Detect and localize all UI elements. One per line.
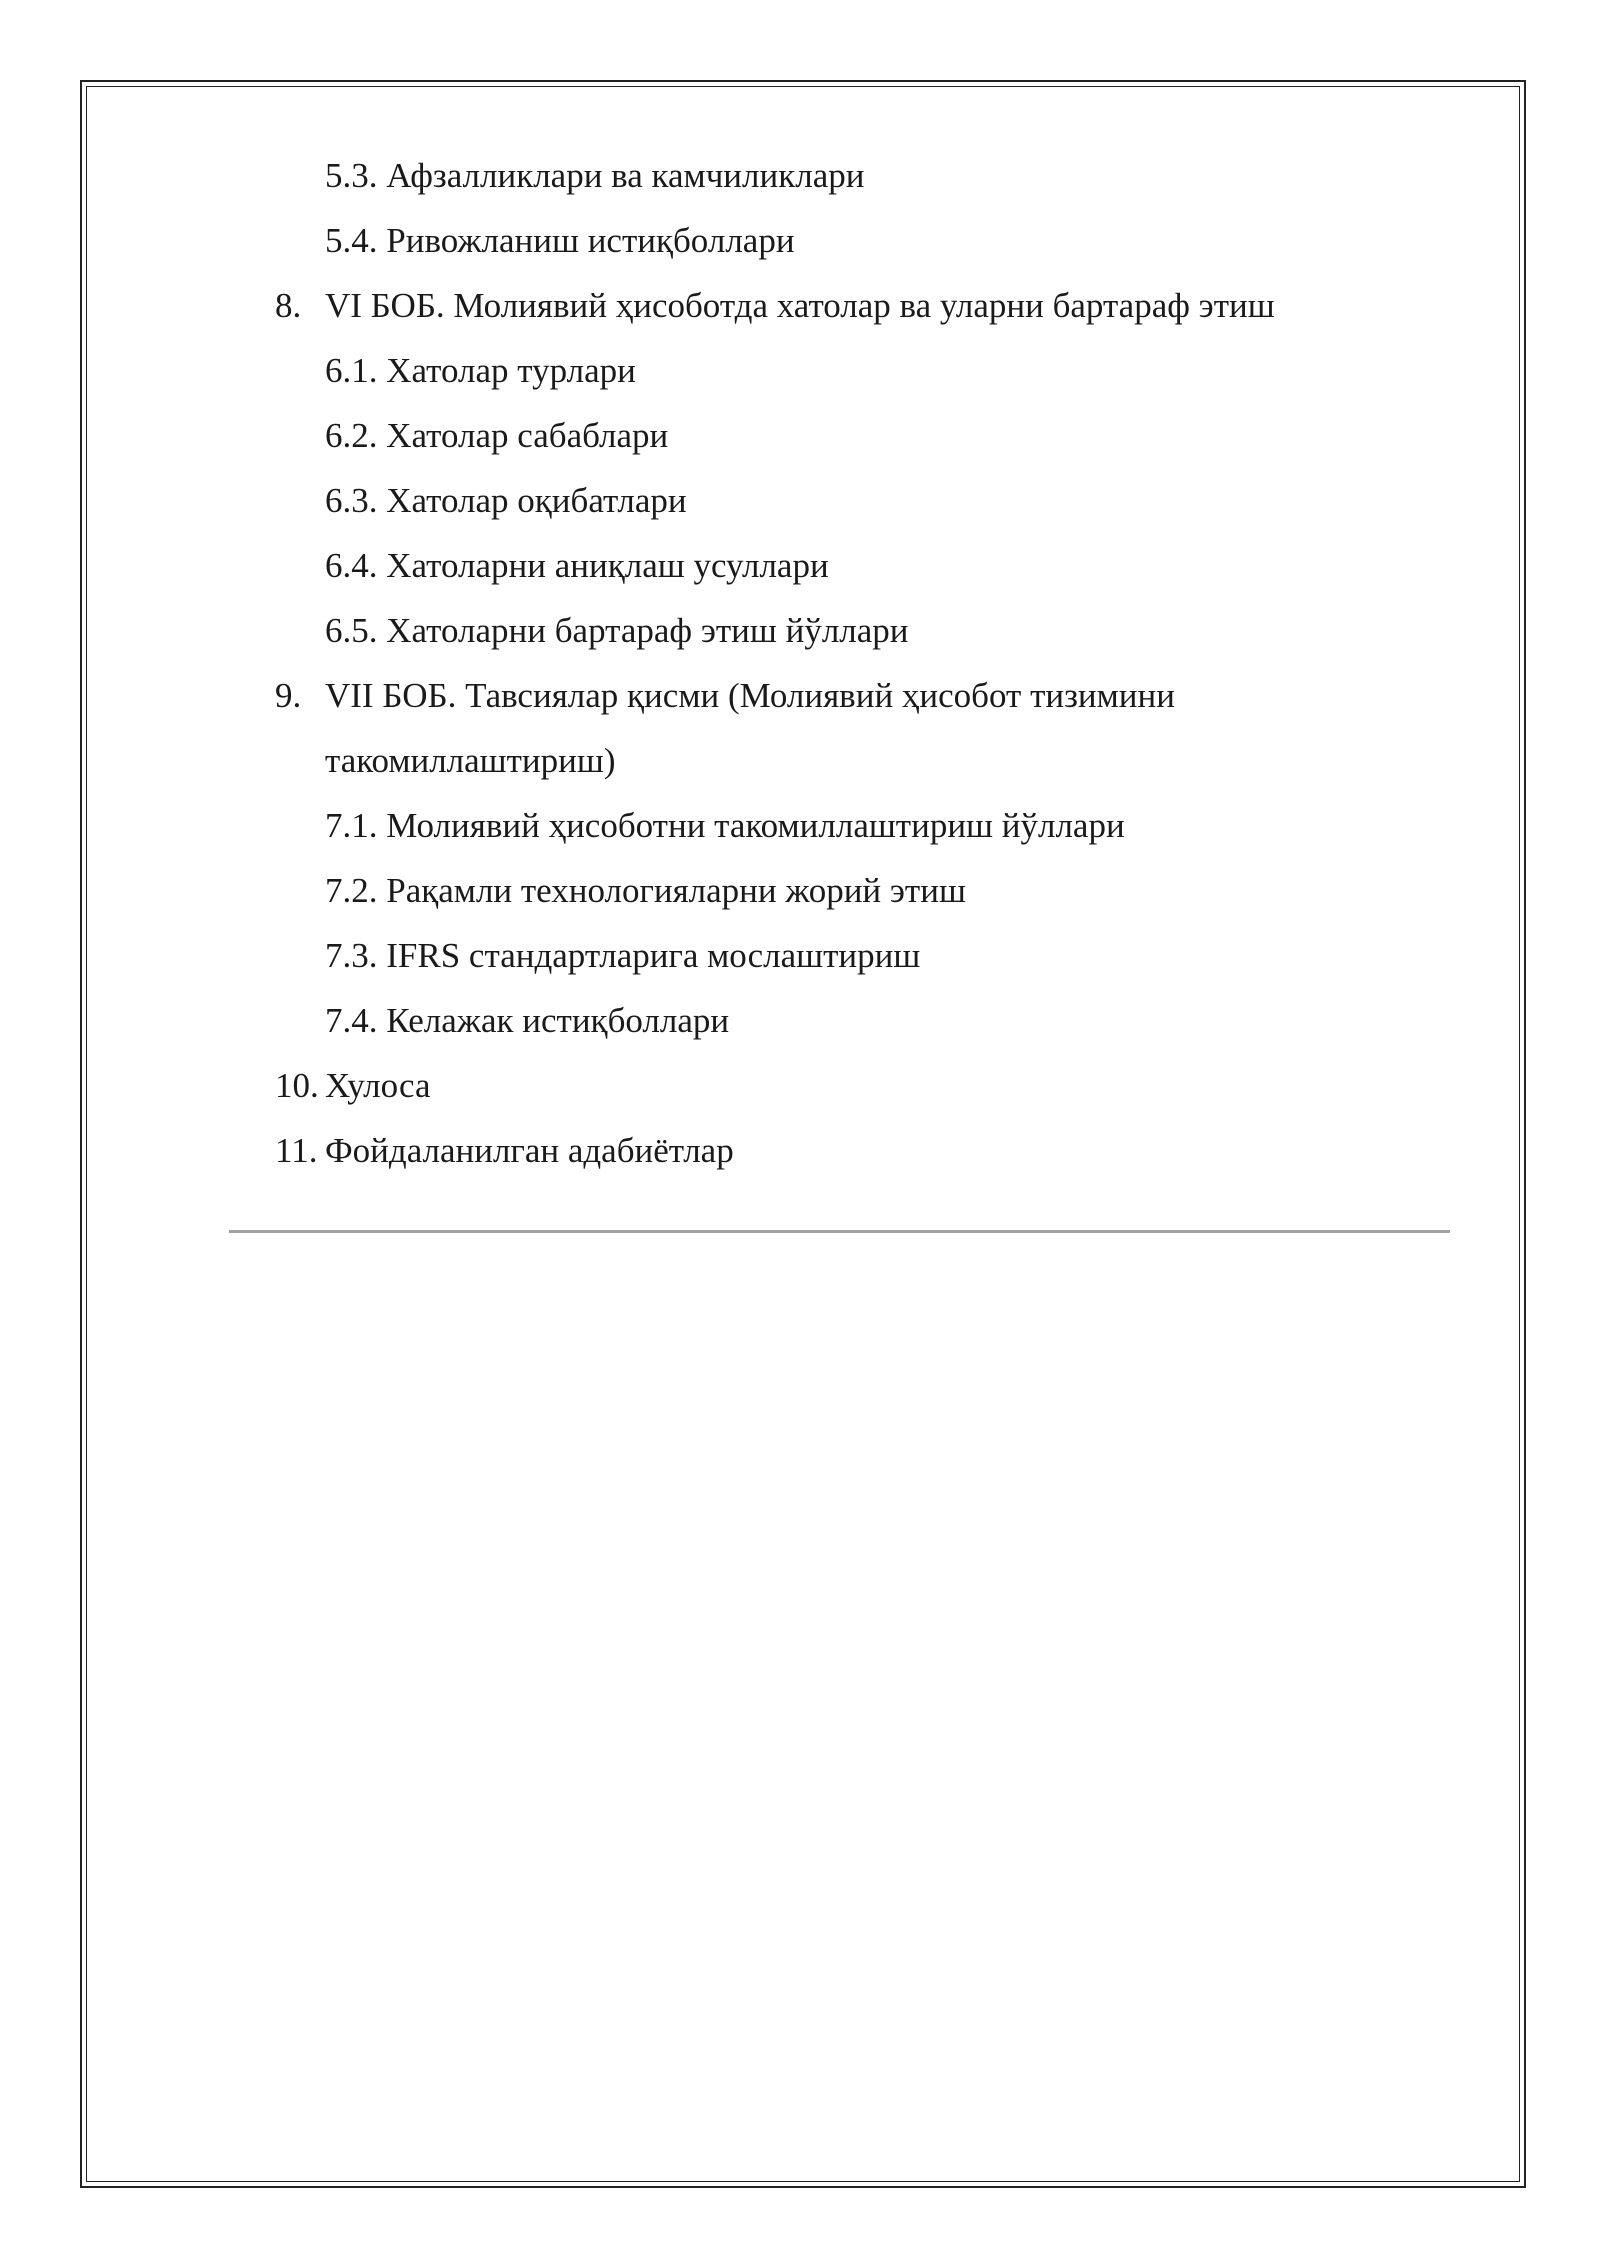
toc-item-11-title: Фойдаланилган адабиётлар: [325, 1131, 734, 1170]
toc-subitem-7-3: 7.3. IFRS стандартларига мослаштириш: [325, 936, 921, 975]
horizontal-divider: [229, 1230, 1450, 1233]
toc-item-11-number: 11.: [275, 1131, 318, 1170]
toc-subitem-5-4: 5.4. Ривожланиш истиқболлари: [325, 221, 795, 260]
toc-subitem-6-4: 6.4. Хатоларни аниқлаш усуллари: [325, 546, 829, 585]
toc-item-9-number: 9.: [275, 676, 302, 715]
toc-subitem-7-4: 7.4. Келажак истиқболлари: [325, 1001, 730, 1040]
toc-item-8-number: 8.: [275, 286, 302, 325]
toc-item-9-title-line1: VII БОБ. Тавсиялар қисми (Молиявий ҳисобот тизимини: [325, 676, 1175, 715]
toc-subitem-7-2: 7.2. Рақамли технологияларни жорий этиш: [325, 871, 966, 910]
toc-subitem-6-1: 6.1. Хатолар турлари: [325, 351, 636, 390]
toc-subitem-6-2: 6.2. Хатолар сабаблари: [325, 416, 669, 455]
toc-item-9-title-line2: такомиллаштириш): [325, 741, 616, 780]
toc-subitem-6-5: 6.5. Хатоларни бартараф этиш йўллари: [325, 611, 909, 650]
toc-subitem-6-3: 6.3. Хатолар оқибатлари: [325, 481, 687, 520]
toc-item-10-title: Хулоса: [325, 1066, 431, 1105]
toc-item-8-title: VI БОБ. Молиявий ҳисоботда хатолар ва уларни бартараф этиш: [325, 286, 1275, 325]
toc-item-10-number: 10.: [275, 1066, 319, 1105]
toc-subitem-5-3: 5.3. Афзалликлари ва камчиликлари: [325, 156, 865, 195]
toc-subitem-7-1: 7.1. Молиявий ҳисоботни такомиллаштириш йўллари: [325, 806, 1125, 845]
